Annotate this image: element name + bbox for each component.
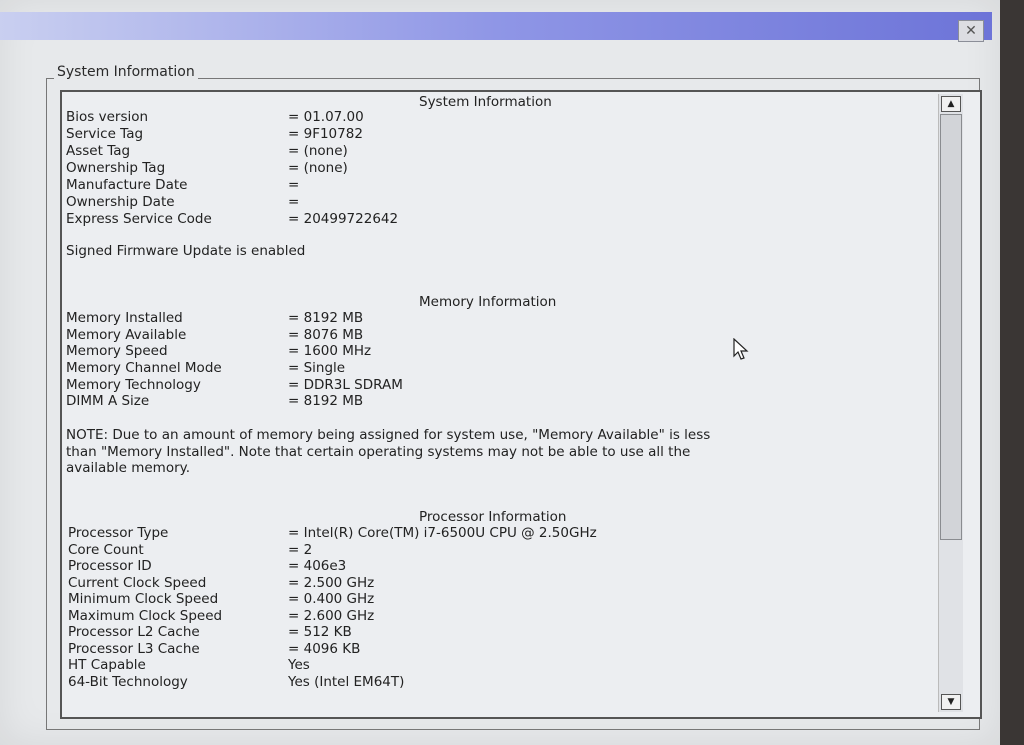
memory-note-line: NOTE: Due to an amount of memory being assigned for system use, "Memory Available" is less — [66, 427, 711, 443]
row-value: = 406e3 — [288, 558, 347, 574]
memory-note-line: than "Memory Installed". Note that certain operating systems may not be able to use all the — [66, 444, 691, 460]
row-label: Memory Speed — [66, 343, 168, 359]
scroll-up-button[interactable]: ▲ — [941, 96, 961, 112]
memory-info-heading: Memory Information — [419, 294, 557, 310]
row-label: Memory Installed — [66, 310, 183, 326]
row-label: DIMM A Size — [66, 393, 150, 409]
row-value: = 2.500 GHz — [288, 575, 375, 591]
info-panel — [60, 90, 982, 719]
row-label: Ownership Date — [66, 194, 175, 210]
row-label: 64-Bit Technology — [68, 674, 188, 690]
mouse-pointer-icon — [733, 338, 751, 362]
row-label: Ownership Tag — [66, 160, 166, 176]
row-value: Yes — [288, 657, 310, 673]
window-title-bar — [0, 12, 992, 40]
info-content — [62, 92, 932, 717]
close-button[interactable]: ✕ — [958, 20, 984, 42]
system-info-heading: System Information — [419, 94, 552, 110]
row-value: = 512 KB — [288, 624, 352, 640]
row-value: = 8192 MB — [288, 393, 364, 409]
row-label: Processor Type — [68, 525, 169, 541]
row-value: = 4096 KB — [288, 641, 361, 657]
row-value: = Intel(R) Core(TM) i7-6500U CPU @ 2.50GHz — [288, 525, 597, 541]
scroll-thumb[interactable] — [940, 114, 962, 540]
row-label: Express Service Code — [66, 211, 212, 227]
row-label: Bios version — [66, 109, 149, 125]
row-label: HT Capable — [68, 657, 146, 673]
row-label: Service Tag — [66, 126, 144, 142]
row-label: Memory Available — [66, 327, 187, 343]
row-label: Manufacture Date — [66, 177, 188, 193]
row-value: = — [288, 177, 300, 193]
row-label: Memory Technology — [66, 377, 201, 393]
row-value: = 9F10782 — [288, 126, 363, 142]
row-label: Processor L3 Cache — [68, 641, 200, 657]
row-value: = 8076 MB — [288, 327, 364, 343]
row-value: = 20499722642 — [288, 211, 399, 227]
row-value: = 2.600 GHz — [288, 608, 375, 624]
scroll-down-button[interactable]: ▼ — [941, 694, 961, 710]
row-value: = (none) — [288, 160, 348, 176]
row-label: Asset Tag — [66, 143, 131, 159]
row-label: Memory Channel Mode — [66, 360, 222, 376]
row-value: = Single — [288, 360, 346, 376]
firmware-status: Signed Firmware Update is enabled — [66, 243, 306, 259]
memory-note-line: available memory. — [66, 460, 190, 476]
row-value: = — [288, 194, 300, 210]
row-label: Maximum Clock Speed — [68, 608, 223, 624]
vertical-scrollbar[interactable] — [938, 94, 963, 712]
row-value: = 0.400 GHz — [288, 591, 375, 607]
group-label: System Information — [54, 64, 198, 80]
row-value: = 2 — [288, 542, 313, 558]
row-label: Processor ID — [68, 558, 152, 574]
processor-info-heading: Processor Information — [419, 509, 567, 525]
row-label: Current Clock Speed — [68, 575, 207, 591]
row-value: = DDR3L SDRAM — [288, 377, 403, 393]
row-value: Yes (Intel EM64T) — [288, 674, 405, 690]
row-label: Minimum Clock Speed — [68, 591, 219, 607]
row-value: = 01.07.00 — [288, 109, 364, 125]
row-value: = (none) — [288, 143, 348, 159]
row-label: Core Count — [68, 542, 144, 558]
row-label: Processor L2 Cache — [68, 624, 200, 640]
row-value: = 8192 MB — [288, 310, 364, 326]
row-value: = 1600 MHz — [288, 343, 372, 359]
